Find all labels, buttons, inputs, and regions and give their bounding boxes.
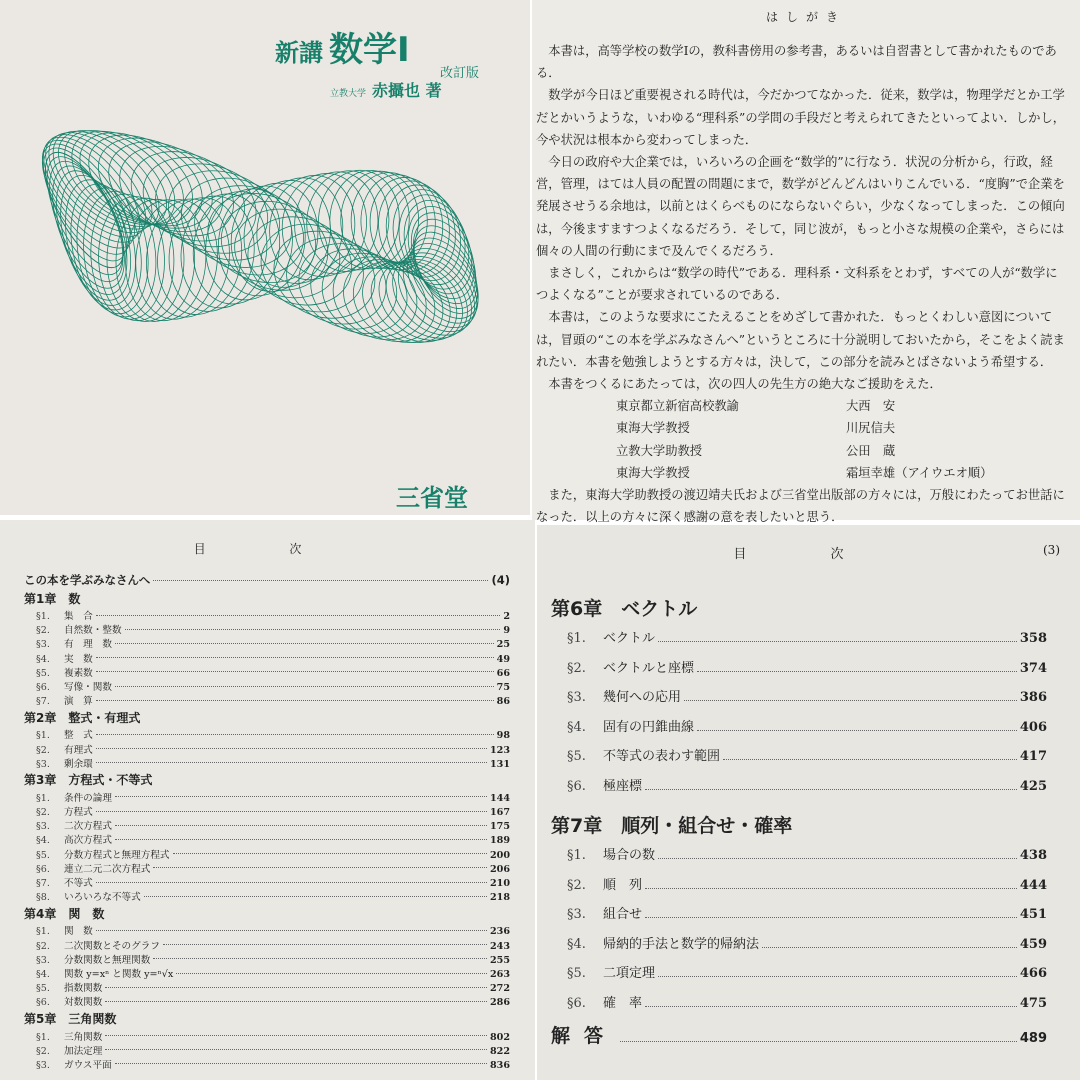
section-title: いろいろな不等式	[64, 892, 141, 904]
page-number: 206	[489, 863, 510, 875]
dot-leader	[96, 882, 487, 883]
helpers-table	[616, 395, 1016, 484]
dot-leader	[96, 811, 487, 812]
section-title: 分数関数と無理関数	[64, 954, 151, 966]
dot-leader	[658, 641, 1017, 642]
toc-list	[24, 572, 510, 1071]
toc-entry	[24, 727, 510, 741]
answers-entry	[551, 1021, 1047, 1061]
preface-paragraph: また，東海大学助教授の渡辺靖夫氏および三省堂出版部の方々には，万般にわたってお世話になった．以上の方々に深く感謝の意を表したいと思う．	[536, 488, 1065, 525]
dot-leader	[697, 730, 1017, 731]
preface-paragraph: 数学が今日ほど重要視される時代は，今だかつてなかった．従来，数学は，物理学だとか工学だとかいうような，いわゆる“理科系”の学問の手段だと考えられてきたといってよい．しかし，今や状況は根本から変わってしまった．	[536, 88, 1066, 147]
dot-leader	[96, 762, 487, 763]
toc-entry	[551, 992, 1047, 1022]
page-number: 49	[496, 653, 510, 665]
helper-position: 東海大学教授	[616, 465, 690, 480]
section-title: 二次方程式	[64, 821, 112, 833]
section-title: 順 列	[603, 877, 643, 893]
chapter-title: 第2章 整式・有理式	[24, 710, 141, 725]
chapter-title: 第7章 順列・組合せ・確率	[551, 814, 793, 837]
page-number: (4)	[491, 573, 510, 587]
section-title: 帰納的手法と数学的帰納法	[603, 936, 760, 952]
section-number: §1.	[36, 792, 50, 804]
section-title: 組合せ	[603, 907, 643, 922]
section-number: §3.	[36, 639, 50, 651]
page-number: 167	[489, 807, 510, 819]
page-number: 451	[1019, 907, 1047, 922]
toc-page-right	[537, 525, 1080, 1080]
toc-entry	[551, 874, 1047, 904]
toc-entry	[551, 844, 1047, 874]
page-number: 425	[1019, 778, 1047, 794]
dot-leader	[96, 748, 487, 749]
section-title: 分数方程式と無理方程式	[64, 849, 170, 861]
section-title: 条件の論理	[64, 792, 112, 804]
toc-heading: 目 次	[193, 542, 342, 556]
page-number: 86	[496, 696, 510, 708]
section-number: §3.	[36, 1059, 50, 1071]
helper-name: 霜垣幸雄（アイウエオ順）	[846, 465, 993, 480]
section-title: 剰余環	[64, 758, 93, 770]
section-title: 演 算	[64, 696, 93, 708]
book-cover	[0, 0, 530, 515]
preface-paragraph: まさしく，これからは“数学の時代”である．理科系・文科系をとわず，すべての人が“数学につよくなる”ことが要求されているのである．	[536, 266, 1058, 303]
section-title: 場合の数	[603, 848, 656, 863]
dot-leader	[173, 853, 487, 854]
helper-position: 東海大学教授	[616, 421, 690, 436]
cover-author	[330, 78, 442, 101]
section-number: §1.	[567, 631, 586, 646]
section-number: §5.	[36, 849, 50, 861]
section-title: 関 数	[64, 926, 93, 938]
spiro-loop	[162, 190, 262, 317]
toc-entry	[24, 1057, 510, 1071]
section-title: 集 合	[64, 611, 93, 622]
series-label: 新講	[275, 39, 323, 67]
dot-leader	[658, 858, 1017, 859]
page-number: 75	[496, 681, 510, 693]
toc-entry	[24, 980, 510, 994]
dot-leader	[96, 615, 501, 616]
dot-leader	[115, 796, 487, 797]
dot-leader	[105, 1035, 487, 1036]
section-number: §6.	[567, 778, 586, 794]
page-number: 25	[496, 639, 510, 651]
section-title: 極座標	[603, 778, 643, 794]
toc-entry	[551, 962, 1047, 992]
section-title: 方程式	[64, 807, 93, 819]
dot-leader	[115, 1063, 487, 1064]
section-title: 整 式	[64, 730, 93, 742]
toc-entry	[24, 861, 510, 875]
dot-leader	[115, 643, 494, 644]
preface-paragraph: 本書は，高等学校の数学Iの，教科書傍用の参考書，あるいは自習書として書かれたものである．	[536, 44, 1057, 81]
section-title: ベクトルと座標	[603, 660, 695, 676]
toc-entry	[24, 790, 510, 804]
section-title: 二次関数とそのグラフ	[64, 940, 160, 952]
section-number: §2.	[567, 660, 586, 676]
page-number: 218	[489, 892, 510, 904]
author-name: 赤攝也 著	[372, 81, 442, 100]
section-title: 写像・関数	[64, 681, 112, 693]
section-number: §8.	[36, 892, 50, 904]
toc-entry	[24, 742, 510, 756]
section-number: §1.	[36, 611, 50, 622]
cover-title	[275, 22, 410, 71]
page-number: 802	[489, 1031, 510, 1043]
toc-entry	[24, 847, 510, 861]
toc-list	[551, 587, 1047, 1061]
page-number: 406	[1019, 719, 1047, 735]
preface-heading: はしがき	[765, 10, 846, 24]
section-title: ベクトル	[603, 631, 656, 646]
section-number: §2.	[36, 940, 50, 952]
section-title: 自然数・整数	[64, 625, 122, 637]
dot-leader	[96, 734, 494, 735]
preface-page	[532, 0, 1080, 525]
chapter-title: 第1章 数	[24, 591, 81, 606]
dot-leader	[96, 657, 494, 658]
dot-leader	[645, 789, 1017, 790]
section-number: §3.	[567, 690, 586, 705]
section-number: §3.	[36, 954, 50, 966]
toc-entry	[551, 686, 1047, 716]
page-number: 131	[489, 758, 510, 770]
dot-leader	[153, 867, 487, 868]
section-number: §6.	[36, 681, 50, 693]
chapter-title: 第3章 方程式・不等式	[24, 773, 153, 788]
toc-entry	[24, 818, 510, 832]
helper-row	[616, 395, 1016, 417]
helper-name: 公田 蔵	[846, 443, 896, 458]
section-title: 不等式の表わす範囲	[603, 749, 721, 764]
preface-paragraph: 本書は，このような要求にこたえることをめざして書かれた．もっとくわしい意図については，冒頭の“この本を学ぶみなさんへ”というところに十分説明しておいたから，そこをよく読まれたい．本書を勉強しようとする方々は，決して，この部分を読みとばさないよう希望する．	[536, 310, 1065, 369]
section-title: 実 数	[64, 653, 93, 665]
page-number: 66	[496, 667, 510, 679]
toc-entry	[24, 804, 510, 818]
dot-leader	[115, 839, 487, 840]
page-number: 438	[1019, 848, 1047, 863]
dot-leader	[658, 976, 1017, 977]
toc-entry	[24, 966, 510, 980]
page-number: 243	[489, 940, 510, 952]
toc-entry	[24, 923, 510, 937]
toc-entry	[551, 716, 1047, 746]
toc-entry	[24, 756, 510, 770]
toc-intro-entry	[24, 572, 510, 588]
spiro-loop	[142, 148, 281, 269]
toc-entry	[551, 903, 1047, 933]
dot-leader	[96, 671, 494, 672]
page-number: 444	[1019, 877, 1047, 893]
page-number: 286	[489, 997, 510, 1009]
section-number: §3.	[567, 907, 586, 922]
preface-body	[536, 40, 1066, 595]
spirograph-illustration	[30, 110, 500, 370]
toc-entry	[24, 832, 510, 846]
section-number: §6.	[567, 995, 586, 1011]
section-title: 確 率	[603, 995, 643, 1011]
section-number: §2.	[36, 744, 50, 756]
toc-entry	[551, 933, 1047, 963]
dot-leader	[144, 896, 487, 897]
toc-entry	[551, 775, 1047, 805]
section-number: §5.	[567, 749, 586, 764]
section-title: 複素数	[64, 667, 93, 679]
page-number: 210	[489, 878, 510, 889]
dot-leader	[620, 1041, 1017, 1042]
dot-leader	[645, 917, 1017, 918]
dot-leader	[115, 686, 494, 687]
page-number: 836	[489, 1059, 510, 1071]
page-number: 200	[489, 849, 510, 861]
dot-leader	[697, 671, 1017, 672]
dot-leader	[645, 888, 1017, 889]
spiro-loop	[173, 188, 275, 314]
page-number: 9	[503, 625, 510, 637]
section-number: §1.	[36, 730, 50, 742]
page-number: 272	[489, 983, 510, 995]
section-number: §1.	[36, 926, 50, 938]
dot-leader	[762, 947, 1017, 948]
section-title: ガウス平面	[64, 1059, 112, 1071]
dot-leader	[153, 580, 488, 581]
page-number: 175	[489, 821, 510, 833]
affiliation: 立教大学	[330, 89, 367, 99]
toc-entry	[24, 1043, 510, 1057]
chapter-title: 第5章 三角関数	[24, 1012, 117, 1026]
toc-entry	[24, 889, 510, 903]
dot-leader	[96, 700, 494, 701]
page-number: 189	[489, 835, 510, 847]
dot-leader	[153, 958, 487, 959]
toc-entry	[24, 1029, 510, 1043]
section-title: 連立二元二次方程式	[64, 863, 151, 875]
intro-title: この本を学ぶみなさんへ	[24, 573, 151, 587]
toc-entry	[24, 622, 510, 636]
section-title: 加法定理	[64, 1045, 103, 1057]
section-number: §2.	[36, 625, 50, 637]
toc-entry	[24, 952, 510, 966]
section-title: 有 理 数	[64, 639, 112, 651]
page-number: 489	[1019, 1031, 1047, 1046]
helper-row	[616, 440, 1016, 462]
section-title: 不等式	[64, 878, 93, 889]
helper-name: 川尻信夫	[846, 421, 896, 436]
section-number: §1.	[567, 848, 586, 863]
dot-leader	[125, 629, 501, 630]
toc-heading: 目 次	[733, 547, 884, 562]
section-number: §7.	[36, 878, 50, 889]
section-title: 幾何への応用	[603, 690, 682, 705]
section-number: §1.	[36, 1031, 50, 1043]
dot-leader	[163, 944, 487, 945]
toc-entry	[24, 651, 510, 665]
section-number: §4.	[36, 653, 50, 665]
helper-row	[616, 462, 1016, 484]
page-number: 236	[489, 926, 510, 938]
page-number: 263	[489, 968, 510, 980]
toc-entry	[24, 636, 510, 650]
page-number: 417	[1019, 749, 1047, 764]
toc-entry	[24, 608, 510, 622]
spiro-loop	[55, 112, 200, 243]
page-number: 358	[1019, 631, 1047, 646]
toc-entry	[551, 657, 1047, 687]
dot-leader	[115, 825, 487, 826]
section-title: 有理式	[64, 744, 93, 756]
helper-name: 大西 安	[846, 399, 896, 414]
section-number: §6.	[36, 863, 50, 875]
section-title: 関数 y=xⁿ と関数 y=ⁿ√x	[64, 968, 174, 980]
page-number: 255	[489, 954, 510, 966]
toc-entry	[551, 627, 1047, 657]
edition-label: 改訂版	[440, 66, 480, 81]
section-title: 対数関数	[64, 997, 103, 1009]
section-number: §5.	[36, 667, 50, 679]
page-number: 466	[1019, 966, 1047, 981]
page-number: (3)	[1043, 543, 1060, 557]
section-number: §6.	[36, 997, 50, 1009]
section-number: §3.	[36, 758, 50, 770]
section-number: §2.	[36, 1045, 50, 1057]
section-number: §7.	[36, 696, 50, 708]
page-number: 822	[489, 1045, 510, 1057]
dot-leader	[96, 930, 487, 931]
section-number: §3.	[36, 821, 50, 833]
section-number: §4.	[36, 835, 50, 847]
dot-leader	[645, 1006, 1017, 1007]
dot-leader	[105, 1049, 487, 1050]
dot-leader	[105, 1001, 487, 1002]
section-title: 三角関数	[64, 1031, 103, 1043]
section-title: 二項定理	[603, 966, 656, 981]
toc-entry	[24, 938, 510, 952]
page-number: 144	[489, 792, 510, 804]
section-number: §4.	[567, 719, 586, 735]
preface-paragraph: 本書をつくるにあたっては，次の四人の先生方の絶大なご援助をえた．	[548, 377, 942, 392]
section-number: §2.	[36, 807, 50, 819]
page-number: 98	[496, 730, 510, 742]
spiro-loop	[155, 155, 292, 276]
toc-entry	[24, 665, 510, 679]
dot-leader	[105, 987, 487, 988]
helper-position: 立教大学助教授	[616, 443, 703, 458]
toc-entry	[24, 994, 510, 1008]
section-number: §2.	[567, 877, 586, 893]
toc-entry	[24, 679, 510, 693]
preface-paragraph: 今日の政府や大企業では，いろいろの企画を“数学的”に行なう．状況の分析から，行政，経営，管理，はては人員の配置の問題にまで，数学がどんどんはいりこんでいる．“度胸”で企業を発展させうる余地は，以前とはくらべものにならないぐらい，少なくなってしまった．この傾向は，今後ますますつよくなるだろう．そして，同じ波が，もっと小さな規模の企業や，さらには個々の人間の行動にまで及んでくるだろう．	[536, 155, 1065, 258]
section-title: 高次方程式	[64, 835, 112, 847]
chapter-title: 第4章 関 数	[24, 906, 105, 921]
answers-title: 解答	[551, 1025, 618, 1047]
page-number: 386	[1019, 690, 1047, 705]
chapter-title: 第6章 ベクトル	[551, 597, 698, 620]
dot-leader	[176, 973, 487, 974]
page-number: 475	[1019, 995, 1047, 1011]
page-number: 459	[1019, 936, 1047, 952]
toc-entry	[24, 693, 510, 707]
section-number: §5.	[567, 966, 586, 981]
helper-row	[616, 417, 1016, 439]
section-number: §5.	[36, 983, 50, 995]
section-number: §4.	[36, 968, 50, 980]
toc-entry	[551, 745, 1047, 775]
page-number: 2	[503, 611, 510, 622]
section-number: §4.	[567, 936, 586, 952]
title-label: 数学I	[329, 30, 410, 70]
toc-page-left	[0, 520, 535, 1080]
section-title: 固有の円錐曲線	[603, 719, 695, 735]
page-number: 374	[1019, 660, 1047, 676]
spiro-loop	[393, 230, 492, 336]
dot-leader	[723, 759, 1017, 760]
page-number: 123	[489, 744, 510, 756]
helper-position: 東京都立新宿高校教諭	[616, 399, 739, 414]
publisher-logo: 三省堂	[396, 484, 468, 512]
dot-leader	[684, 700, 1017, 701]
toc-entry	[24, 875, 510, 889]
section-title: 指数関数	[64, 983, 103, 995]
